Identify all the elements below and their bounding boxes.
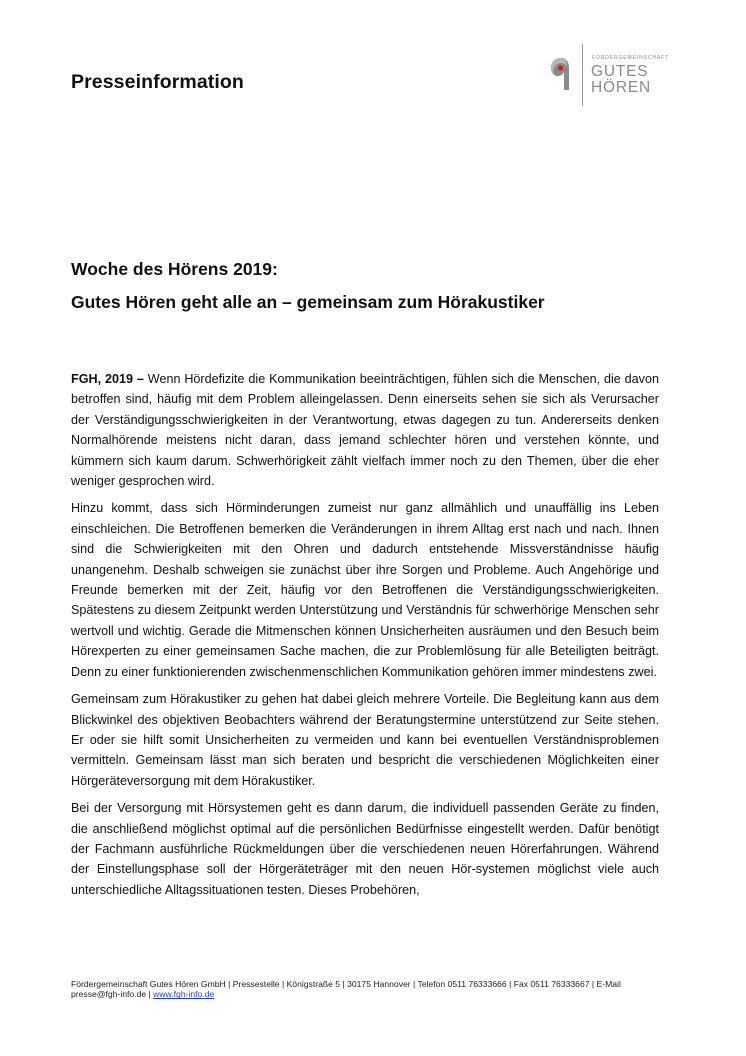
paragraph-1 <box>71 369 659 491</box>
page-footer <box>71 979 671 1000</box>
logo-divider <box>582 44 583 106</box>
paragraph-2: Hinzu kommt, dass sich Hörminderungen zumeist nur ganz allmählich und unauffällig ins Leben einschleichen. Die Betroffenen bemerken die Veränderungen in ihrem Alltag erst nach und nach. Ihnen sind die Schwierigkeiten mit den Ohren und dadurch entstehende Missverständnisse häufig unangenehm. Deshalb schweigen sie zunächst über ihre Sorgen und Probleme. Auch Angehörige und Freunde bemerken mit der Zeit, häufig vor den Betroffenen die Verständigungsschwierigkeiten. Spätestens zu diesem Zeitpunkt werden Unterstützung und Verständnis für schwerhörige Menschen sehr wertvoll und wichtig. Gerade die Mitmenschen können Unsicherheiten ausräumen und den Besuch beim Hörexperten zu einer gemeinsamen Sache machen, die zur Problemlösung für alle Beteiligten beiträgt. Denn zu einer funktionierenden zwischenmenschlichen Kommunikation gehören immer mindestens zwei. <box>71 501 659 679</box>
logo-small-text: FÖRDERGEMEINSCHAFT <box>592 55 670 61</box>
headline-line-1: Woche des Hörens 2019: <box>71 259 278 279</box>
article-body <box>71 369 659 907</box>
logo-line-1: GUTES <box>591 63 649 80</box>
logo-line-2: HÖREN <box>591 79 651 96</box>
ear-mark-icon <box>550 57 572 91</box>
headline-line-2: Gutes Hören geht alle an – gemeinsam zum Hörakustiker <box>71 292 545 312</box>
paragraph-1-text: Wenn Hördefizite die Kommunikation beeinträchtigen, fühlen sich die Menschen, die davon betroffen sind, häufig mit dem Problem alleingelassen. Denn einerseits sehen sie sich als Verursacher der Verständigungsschwierigkeiten in der Verantwortung, etwas dagegen zu tun. Andererseits denken Normalhörende meistens nicht daran, dass jemand schlechter hören und verstehen könnte, und kümmern sich kaum darum. Schwerhörigkeit zählt vielfach immer noch zu den Themen, über die eher weniger gesprochen wird. <box>71 372 659 489</box>
footer-contact-text: Fördergemeinschaft Gutes Hören GmbH | Pressestelle | Königstraße 5 | 30175 Hannover | Telefon 0511 76333666 | Fax 0511 76333667 | E-Mail presse@fgh-info.de | <box>71 979 621 1000</box>
page-title: Presseinformation <box>71 71 244 93</box>
dateline: FGH, 2019 – <box>71 372 144 386</box>
fgh-logo <box>550 44 670 106</box>
paragraph-3: Gemeinsam zum Hörakustiker zu gehen hat dabei gleich mehrere Vorteile. Die Begleitung kann aus dem Blickwinkel des objektiven Beobachters während der Beratungstermine unterstützend zur Seite stehen. Er oder sie hilft somit Unsicherheiten zu vermeiden und kann bei eventuellen Verständnisproblemen vermitteln. Gemeinsam lässt man sich beraten und bespricht die verschiedenen Möglichkeiten einer Hörgeräteversorgung mit dem Hörakustiker. <box>71 692 659 788</box>
paragraph-4: Bei der Versorgung mit Hörsystemen geht es dann darum, die individuell passenden Geräte zu finden, die anschließend möglichst optimal auf die persönlichen Bedürfnisse eingestellt werden. Dafür benötigt der Fachmann ausführliche Rückmeldungen über die verschiedenen neuen Hörerfahrungen. Während der Einstellungsphase soll der Hörgeräteträger mit den neuen Hör-systemen möglichst viele auch unterschiedliche Alltagssituationen testen. Dieses Probehören, <box>71 801 659 897</box>
footer-website-link[interactable]: www.fgh-info.de <box>153 989 215 1000</box>
